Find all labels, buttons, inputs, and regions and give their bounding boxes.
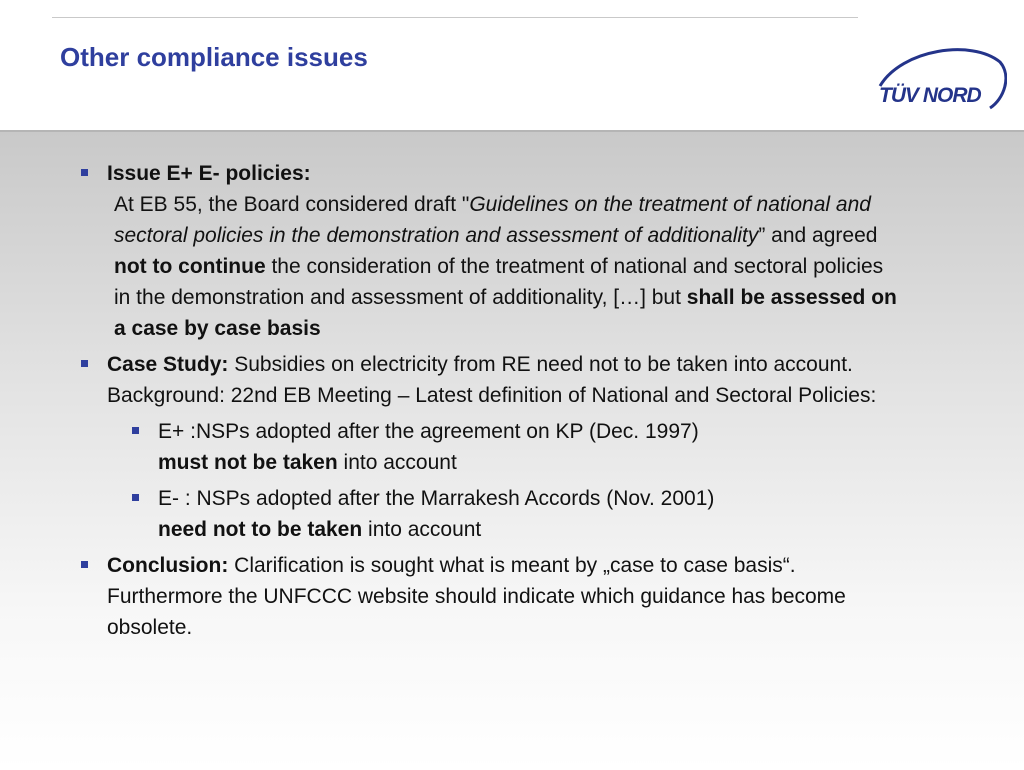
- issue-heading: Issue E+ E- policies:: [107, 162, 311, 185]
- bullet-square-icon: [81, 360, 88, 367]
- case-study-label: Case Study:: [107, 353, 229, 376]
- sub1-bold: must not be taken: [158, 451, 338, 474]
- sub1-text: E+ :NSPs adopted after the agreement on KP (Dec. 1997): [158, 420, 699, 443]
- issue-text-1: At EB 55, the Board considered draft ": [114, 193, 470, 216]
- bullet-square-icon: [132, 494, 139, 501]
- sub-item-e-minus: [131, 483, 900, 545]
- sub2-text: E- : NSPs adopted after the Marrakesh Accords (Nov. 2001): [158, 487, 715, 510]
- bullet-square-icon: [132, 427, 139, 434]
- case-study-text: Subsidies on electricity from RE need not to be taken into account.: [228, 353, 853, 376]
- tuv-nord-logo: [872, 44, 1007, 116]
- bullet-square-icon: [81, 169, 88, 176]
- case-study-background: Background: 22nd EB Meeting – Latest definition of National and Sectoral Policies:: [107, 384, 877, 407]
- conclusion-text: Clarification is sought what is meant by „case to case basis“. Furthermore the UNFCCC website should indicate which guidance has become obsolete.: [107, 554, 846, 639]
- guideline-title: Guidelines on the treatment of national and sectoral policies in the demonstration and assessment of additionality: [114, 193, 871, 247]
- issue-text-5: the consideration of the treatment of national and sectoral policies in the demonstration and assessment of additionality, […] but: [114, 255, 884, 309]
- list-item-issue: [80, 158, 900, 344]
- issue-emphasis-1: not to continue: [114, 255, 266, 278]
- list-item-case-study: [80, 349, 900, 411]
- logo-text: TÜV NORD: [879, 84, 981, 107]
- sub2-tail: into account: [362, 518, 482, 541]
- bullet-square-icon: [81, 561, 88, 568]
- list-item-conclusion: [80, 550, 900, 643]
- sub2-bold: need not to be taken: [158, 518, 363, 541]
- page-title: Other compliance issues: [60, 42, 368, 72]
- header-divider: [52, 17, 858, 18]
- sub1-tail: into account: [337, 451, 457, 474]
- sub-item-e-plus: [131, 416, 900, 478]
- bullet-list: [80, 158, 900, 648]
- conclusion-label: Conclusion:: [107, 554, 229, 577]
- issue-text-3: ” and agreed: [758, 224, 878, 247]
- issue-emphasis-2: shall be assessed on a case by case basis: [114, 286, 897, 340]
